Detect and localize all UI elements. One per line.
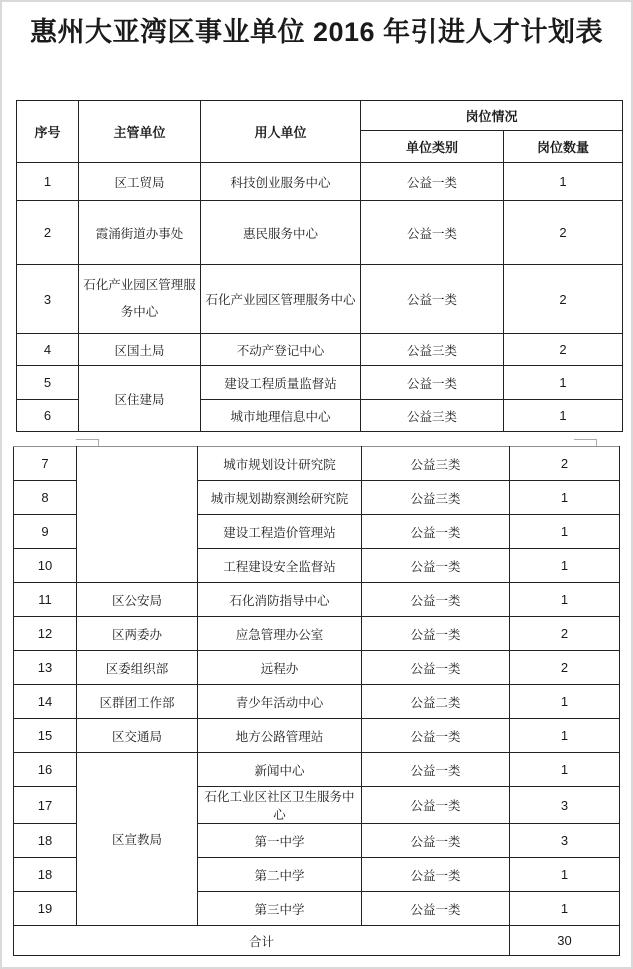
header-row-1 bbox=[17, 101, 623, 131]
cell-supervisor: 区公安局 bbox=[77, 583, 198, 617]
page-title: 惠州大亚湾区事业单位 2016 年引进人才计划表 bbox=[29, 17, 604, 47]
total-row bbox=[14, 926, 620, 956]
cell-employer: 城市规划勘察测绘研究院 bbox=[198, 481, 362, 515]
cell-serial: 11 bbox=[14, 583, 77, 617]
cell-category: 公益二类 bbox=[362, 685, 510, 719]
cell-count: 2 bbox=[504, 265, 623, 334]
cell-employer: 地方公路管理站 bbox=[198, 719, 362, 753]
table-row bbox=[17, 201, 623, 265]
cell-count: 2 bbox=[510, 617, 620, 651]
cell-employer: 石化产业园区管理服务中心 bbox=[201, 265, 361, 334]
cell-category: 公益三类 bbox=[361, 400, 504, 432]
plan-table-section-2 bbox=[13, 446, 620, 956]
table-row bbox=[14, 583, 620, 617]
cell-count: 2 bbox=[510, 447, 620, 481]
table-row bbox=[14, 753, 620, 787]
header-position-info: 岗位情况 bbox=[361, 101, 623, 131]
plan-table-section-1 bbox=[16, 100, 623, 432]
cell-serial: 10 bbox=[14, 549, 77, 583]
cell-employer: 城市地理信息中心 bbox=[201, 400, 361, 432]
cell-count: 2 bbox=[504, 334, 623, 366]
cell-supervisor: 区委组织部 bbox=[77, 651, 198, 685]
header-serial: 序号 bbox=[17, 101, 79, 163]
cell-category: 公益一类 bbox=[361, 366, 504, 400]
cell-supervisor: 区交通局 bbox=[77, 719, 198, 753]
cell-serial: 1 bbox=[17, 163, 79, 201]
cell-employer: 新闻中心 bbox=[198, 753, 362, 787]
cell-employer: 第三中学 bbox=[198, 892, 362, 926]
cell-count: 1 bbox=[504, 163, 623, 201]
cell-count: 3 bbox=[510, 824, 620, 858]
cell-employer: 第一中学 bbox=[198, 824, 362, 858]
table-row bbox=[14, 719, 620, 753]
cell-category: 公益一类 bbox=[362, 617, 510, 651]
cell-count: 1 bbox=[510, 892, 620, 926]
cell-serial: 6 bbox=[17, 400, 79, 432]
cell-category: 公益一类 bbox=[361, 201, 504, 265]
cell-category: 公益一类 bbox=[361, 163, 504, 201]
cell-count: 3 bbox=[510, 787, 620, 824]
cell-count: 1 bbox=[510, 685, 620, 719]
cell-category: 公益一类 bbox=[362, 824, 510, 858]
table-row bbox=[17, 265, 623, 334]
cell-count: 1 bbox=[510, 719, 620, 753]
cell-employer: 石化工业区社区卫生服务中心 bbox=[198, 787, 362, 824]
cell-supervisor: 区住建局 bbox=[79, 366, 201, 432]
table-row bbox=[14, 685, 620, 719]
cell-serial: 16 bbox=[14, 753, 77, 787]
cell-serial: 4 bbox=[17, 334, 79, 366]
total-label: 合计 bbox=[14, 926, 510, 956]
cell-category: 公益三类 bbox=[361, 334, 504, 366]
cell-supervisor: 霞涌街道办事处 bbox=[79, 201, 201, 265]
cell-serial: 5 bbox=[17, 366, 79, 400]
cell-serial: 18 bbox=[14, 824, 77, 858]
cell-employer: 石化消防指导中心 bbox=[198, 583, 362, 617]
cell-employer: 应急管理办公室 bbox=[198, 617, 362, 651]
cell-supervisor: 区宣教局 bbox=[77, 753, 198, 926]
cell-count: 1 bbox=[510, 858, 620, 892]
cell-supervisor: 区工贸局 bbox=[79, 163, 201, 201]
cell-serial: 12 bbox=[14, 617, 77, 651]
cell-count: 1 bbox=[504, 400, 623, 432]
cell-serial: 14 bbox=[14, 685, 77, 719]
cell-category: 公益一类 bbox=[362, 549, 510, 583]
cell-category: 公益一类 bbox=[362, 515, 510, 549]
cell-category: 公益一类 bbox=[362, 858, 510, 892]
header-supervisor: 主管单位 bbox=[79, 101, 201, 163]
cell-serial: 8 bbox=[14, 481, 77, 515]
cell-supervisor: 区两委办 bbox=[77, 617, 198, 651]
table-row bbox=[17, 163, 623, 201]
cell-category: 公益一类 bbox=[361, 265, 504, 334]
header-employer: 用人单位 bbox=[201, 101, 361, 163]
cell-count: 1 bbox=[510, 515, 620, 549]
cell-count: 2 bbox=[504, 201, 623, 265]
cell-employer: 建设工程质量监督站 bbox=[201, 366, 361, 400]
cell-serial: 17 bbox=[14, 787, 77, 824]
cell-serial: 15 bbox=[14, 719, 77, 753]
cell-category: 公益一类 bbox=[362, 719, 510, 753]
cell-serial: 19 bbox=[14, 892, 77, 926]
cell-category: 公益一类 bbox=[362, 787, 510, 824]
table-row bbox=[17, 366, 623, 400]
cell-count: 1 bbox=[504, 366, 623, 400]
cell-count: 1 bbox=[510, 583, 620, 617]
cell-count: 2 bbox=[510, 651, 620, 685]
cell-employer: 远程办 bbox=[198, 651, 362, 685]
header-count: 岗位数量 bbox=[504, 131, 623, 163]
table-row bbox=[14, 447, 620, 481]
cell-supervisor bbox=[77, 447, 198, 583]
cell-employer: 城市规划设计研究院 bbox=[198, 447, 362, 481]
cell-serial: 18 bbox=[14, 858, 77, 892]
cell-serial: 2 bbox=[17, 201, 79, 265]
cell-category: 公益一类 bbox=[362, 583, 510, 617]
cell-employer: 工程建设安全监督站 bbox=[198, 549, 362, 583]
cell-serial: 13 bbox=[14, 651, 77, 685]
cell-serial: 9 bbox=[14, 515, 77, 549]
cell-count: 1 bbox=[510, 481, 620, 515]
cell-employer: 第二中学 bbox=[198, 858, 362, 892]
total-value: 30 bbox=[510, 926, 620, 956]
cell-category: 公益一类 bbox=[362, 651, 510, 685]
cell-serial: 7 bbox=[14, 447, 77, 481]
cell-category: 公益一类 bbox=[362, 753, 510, 787]
header-category: 单位类别 bbox=[361, 131, 504, 163]
cell-serial: 3 bbox=[17, 265, 79, 334]
cell-count: 1 bbox=[510, 549, 620, 583]
table-row bbox=[14, 651, 620, 685]
cell-employer: 青少年活动中心 bbox=[198, 685, 362, 719]
cell-supervisor: 区群团工作部 bbox=[77, 685, 198, 719]
cell-employer: 惠民服务中心 bbox=[201, 201, 361, 265]
cell-category: 公益一类 bbox=[362, 892, 510, 926]
table-row bbox=[14, 617, 620, 651]
cell-employer: 建设工程造价管理站 bbox=[198, 515, 362, 549]
cell-count: 1 bbox=[510, 753, 620, 787]
cell-employer: 不动产登记中心 bbox=[201, 334, 361, 366]
table-row bbox=[17, 334, 623, 366]
cell-employer: 科技创业服务中心 bbox=[201, 163, 361, 201]
cell-category: 公益三类 bbox=[362, 447, 510, 481]
cell-category: 公益三类 bbox=[362, 481, 510, 515]
cell-supervisor: 石化产业园区管理服务中心 bbox=[79, 265, 201, 334]
cell-supervisor: 区国土局 bbox=[79, 334, 201, 366]
